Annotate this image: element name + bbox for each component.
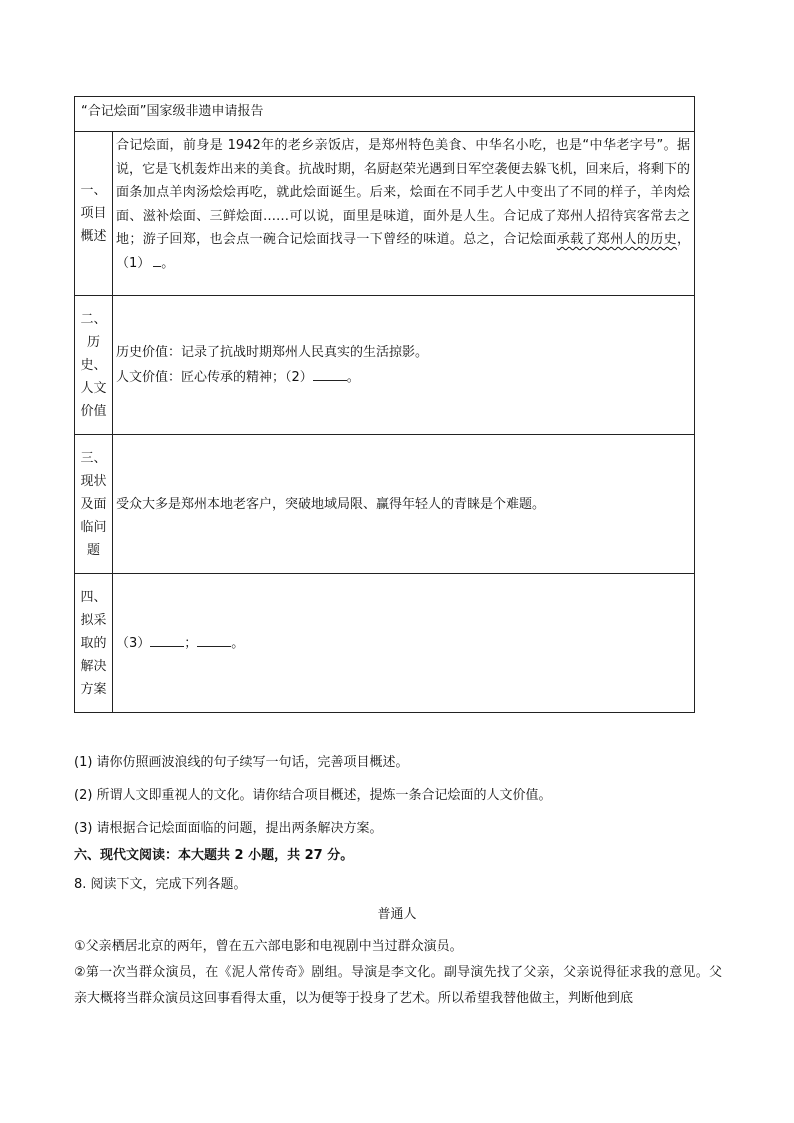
history-value-line: 历史价值：记录了抗战时期郑州人民真实的生活掠影。: [116, 345, 429, 360]
row-label-problem: 三、 现状 及面 临问 题: [80, 450, 107, 558]
question-2: (2) 所谓人文即重视人的文化。请你结合项目概述，提炼一条合记烩面的人文价值。: [74, 788, 552, 803]
question-8-intro: 8. 阅读下文，完成下列各题。: [74, 877, 247, 892]
answer-blank-3a[interactable]: [150, 632, 184, 647]
answer-blank-3b[interactable]: [197, 632, 231, 647]
question-1: (1) 请你仿照画波浪线的句子续写一句话，完善项目概述。: [74, 755, 409, 770]
problem-content: 受众大多是郑州本地老客户，突破地域局限、赢得年轻人的青睐是个难题。: [113, 435, 695, 574]
question-list: [74, 746, 734, 845]
report-row-overview: [75, 132, 695, 296]
overview-blank-label: ，（1）: [116, 232, 690, 271]
article-title: 普通人: [377, 907, 417, 922]
value-content: [113, 296, 695, 435]
overview-end: 。: [161, 255, 175, 271]
heritage-report-table: [74, 96, 695, 713]
row-label-solution: 四、 拟采 取的 解决 方案: [80, 589, 107, 697]
report-title: “合记烩面”国家级非遗申请报告: [75, 97, 695, 132]
humanistic-value-line: 人文价值：匠心传承的精神；（2） 。: [116, 365, 690, 390]
overview-content: [113, 132, 695, 296]
report-row-value: [75, 296, 695, 435]
overview-text: 合记烩面，前身是 1942年的老乡亲饭店，是郑州特色美食、中华名小吃，也是“中华老字号”。据说，它是飞机轰炸出来的美食。抗战时期，名厨赵荣光遇到日军空袭便去躲飞机，回来后，将剩下的面条加点羊肉汤烩烩再吃，就此烩面诞生。后来，烩面在不同手艺人中变出了不同的样子，羊肉烩面、滋补烩面、三鲜烩面……可以说，面里是味道，面外是人生。合记成了郑州人招待宾客常去之地；游子回郑，也会点一碗合记烩面找寻一下曾经的味道。总之，合记烩面: [116, 138, 691, 247]
article-body: [74, 934, 722, 1012]
row-label-overview: 一、 项目 概述: [80, 183, 107, 244]
report-row-problem: [75, 435, 695, 574]
report-row-solution: [75, 574, 695, 713]
solution-content: （3） ； 。: [113, 574, 695, 713]
report-title-row: [75, 97, 695, 132]
row-label-value: 二、 历 史、 人文 价值: [80, 311, 107, 419]
section-heading: 六、现代文阅读：本大题共 2 小题，共 27 分。: [74, 848, 354, 863]
article-paragraph-2: ②第一次当群众演员，在《泥人常传奇》剧组。导演是李文化。副导演先找了父亲，父亲说得征求我的意见。父亲大概将当群众演员这回事看得太重，以为便等于投身了艺术。所以希望我替他做主，判断他到底: [74, 965, 722, 1006]
answer-blank-2[interactable]: [313, 366, 347, 381]
article-paragraph-1: ①父亲栖居北京的两年，曾在五六部电影和电视剧中当过群众演员。: [74, 939, 463, 954]
question-3: (3) 请根据合记烩面面临的问题，提出两条解决方案。: [74, 821, 383, 836]
wavy-underlined-sentence: 承载了郑州人的历史: [556, 232, 677, 247]
